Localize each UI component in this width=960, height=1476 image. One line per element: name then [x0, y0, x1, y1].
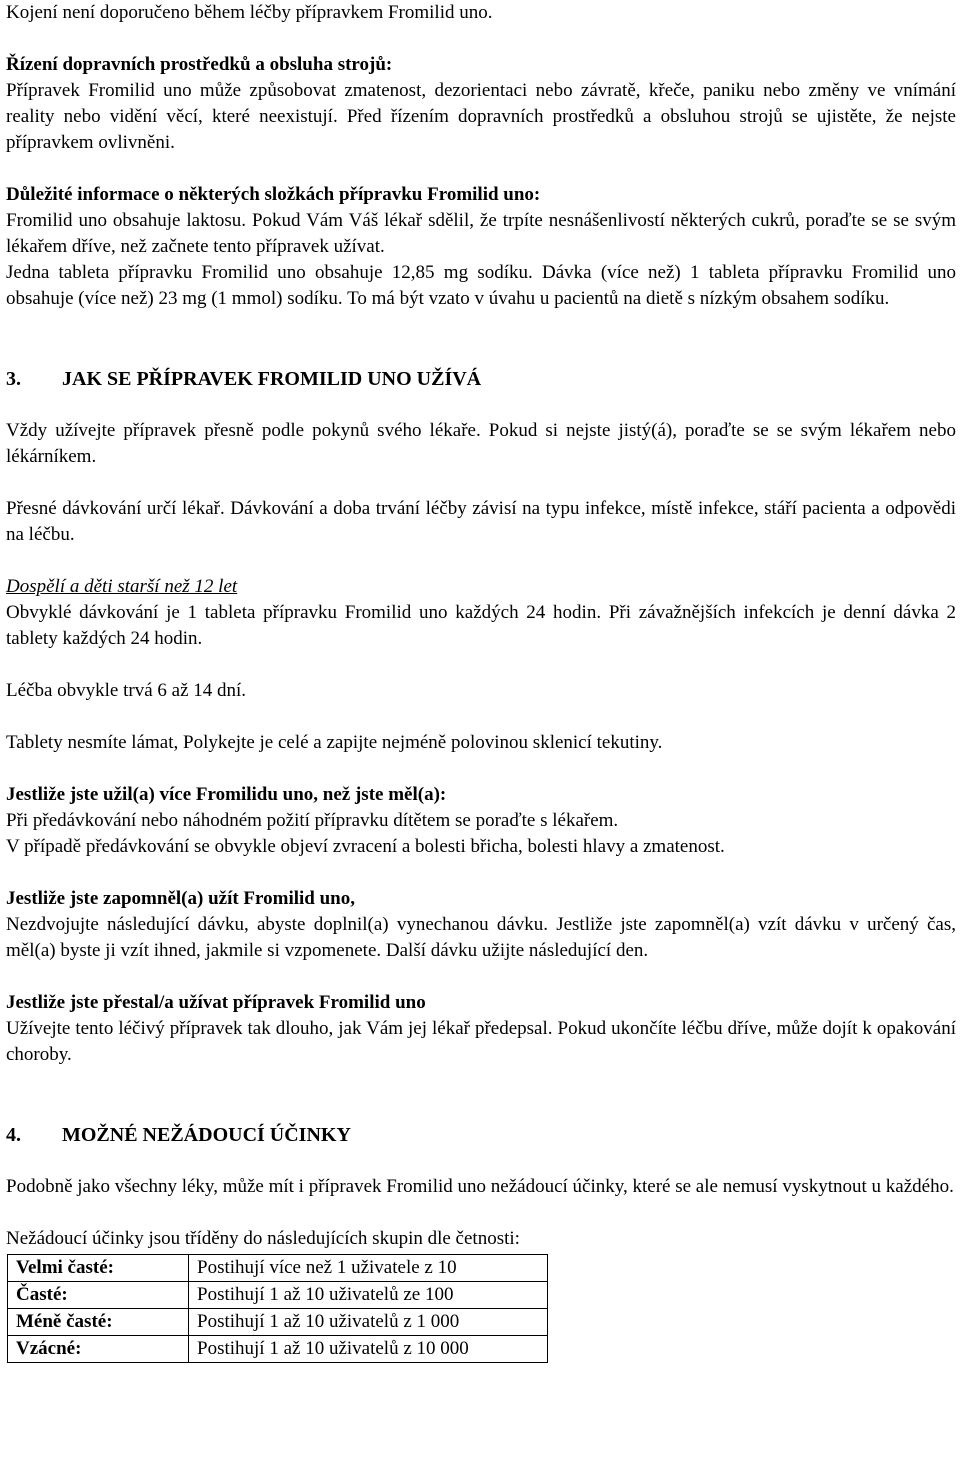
lactose-text: [6, 208, 956, 260]
usage-instructions: Vždy užívejte přípravek přesně podle pokynů svého lékaře. Pokud si nejste jistý(á), poraďte se se svým lékařem nebo lékárníkem.: [6, 420, 956, 467]
sodium-text-3: To má být vzato v úvahu u pacientů na dietě s nízkým obsahem sodíku.: [347, 288, 890, 309]
adults-dosage: Obvyklé dávkování je 1 tableta přípravku Fromilid uno každých 24 hodin. Při závažnějších infekcích je denní dávka 2 tablety každých 24 hodin.: [6, 602, 956, 649]
section-3-number: 3.: [6, 368, 21, 390]
driving-text-2: Před řízením dopravních prostředků a obsluhou strojů se ujistěte, že nejste přípravkem ovlivněni.: [6, 106, 956, 153]
table-row: [8, 1336, 548, 1363]
table-row: [8, 1309, 548, 1336]
driving-text-1: Přípravek Fromilid uno může způsobovat zmatenost, dezorientaci nebo závratě, křeče, paniku nebo změny ve vnímání reality nebo vidění věcí, které neexistují.: [6, 80, 956, 127]
table-row: [8, 1282, 548, 1309]
frequency-label: Méně časté:: [8, 1309, 189, 1336]
section-4-number: 4.: [6, 1124, 21, 1146]
stop-treatment-text: Užívejte tento léčivý přípravek tak dlouho, jak Vám jej lékař předepsal. Pokud ukončíte léčbu dříve, může dojít k opakování choroby.: [6, 1018, 956, 1065]
sodium-text: [6, 260, 956, 312]
frequency-value: Postihují více než 1 uživatele z 10: [189, 1255, 548, 1282]
sodium-text-2: Dávka (více než) 1 tableta přípravku Fromilid uno obsahuje (více než) 23 mg (1 mmol) sodíku.: [6, 262, 957, 309]
driving-heading: Řízení dopravních prostředků a obsluha strojů:: [6, 54, 393, 75]
lactose-text-2: Pokud Vám Váš lékař sdělil, že trpíte nesnášenlivostí některých cukrů, poraďte se se svým lékařem dříve, než začnete tento přípravek užívat.: [6, 210, 957, 257]
adults-heading: Dospělí a děti starší než 12 let: [6, 576, 238, 597]
frequency-table: [7, 1254, 548, 1363]
section-3-heading: [6, 366, 956, 392]
dosage-determination: Přesné dávkování určí lékař. Dávkování a doba trvání léčby závisí na typu infekce, místě infekce, stáří pacienta a odpovědi na léčbu.: [6, 498, 956, 545]
treatment-duration: Léčba obvykle trvá 6 až 14 dní.: [6, 680, 247, 701]
missed-dose-text: Nezdvojujte následující dávku, abyste doplnil(a) vynechanou dávku. Jestliže jste zapomněl(a) vzít dávku v určený čas, měl(a) byste ji vzít ihned, jakmile si vzpomenete. Další dávku užijte následující den.: [6, 914, 956, 961]
frequency-label: Časté:: [8, 1282, 189, 1309]
stop-treatment-heading: Jestliže jste přestal/a užívat přípravek Fromilid uno: [6, 992, 426, 1013]
ingredients-heading: Důležité informace o některých složkách přípravku Fromilid uno:: [6, 184, 541, 205]
tablet-instructions: Tablety nesmíte lámat, Polykejte je celé a zapijte nejméně polovinou sklenicí tekutiny.: [6, 732, 663, 753]
frequency-label: Vzácné:: [8, 1336, 189, 1363]
document-page: [6, 0, 956, 1363]
table-row: [8, 1255, 548, 1282]
frequency-label: Velmi časté:: [8, 1255, 189, 1282]
section-4-title: MOŽNÉ NEŽÁDOUCÍ ÚČINKY: [62, 1124, 351, 1146]
breastfeeding-note: Kojení není doporučeno během léčby přípravkem Fromilid uno.: [6, 2, 493, 23]
frequency-value: Postihují 1 až 10 uživatelů ze 100: [189, 1282, 548, 1309]
section-4-heading: [6, 1122, 956, 1148]
side-effects-intro: Podobně jako všechny léky, může mít i přípravek Fromilid uno nežádoucí účinky, které se ale nemusí vyskytnout u každého.: [6, 1176, 954, 1197]
overdose-heading: Jestliže jste užil(a) více Fromilidu uno, než jste měl(a):: [6, 784, 447, 805]
driving-text: [6, 78, 956, 156]
overdose-text-1: Při předávkování nebo náhodném požití přípravku dítětem se poraďte s lékařem.: [6, 810, 619, 831]
frequency-intro: Nežádoucí účinky jsou tříděny do následujících skupin dle četnosti:: [6, 1228, 520, 1249]
missed-dose-heading: Jestliže jste zapomněl(a) užít Fromilid uno,: [6, 888, 355, 909]
frequency-value: Postihují 1 až 10 uživatelů z 10 000: [189, 1336, 548, 1363]
lactose-text-1: Fromilid uno obsahuje laktosu.: [6, 210, 247, 231]
section-3-title: JAK SE PŘÍPRAVEK FROMILID UNO UŽÍVÁ: [62, 368, 482, 390]
overdose-text-2: V případě předávkování se obvykle objeví zvracení a bolesti břicha, bolesti hlavy a zmatenost.: [6, 836, 725, 857]
sodium-text-1: Jedna tableta přípravku Fromilid uno obsahuje 12,85 mg sodíku.: [6, 262, 533, 283]
frequency-value: Postihují 1 až 10 uživatelů z 1 000: [189, 1309, 548, 1336]
